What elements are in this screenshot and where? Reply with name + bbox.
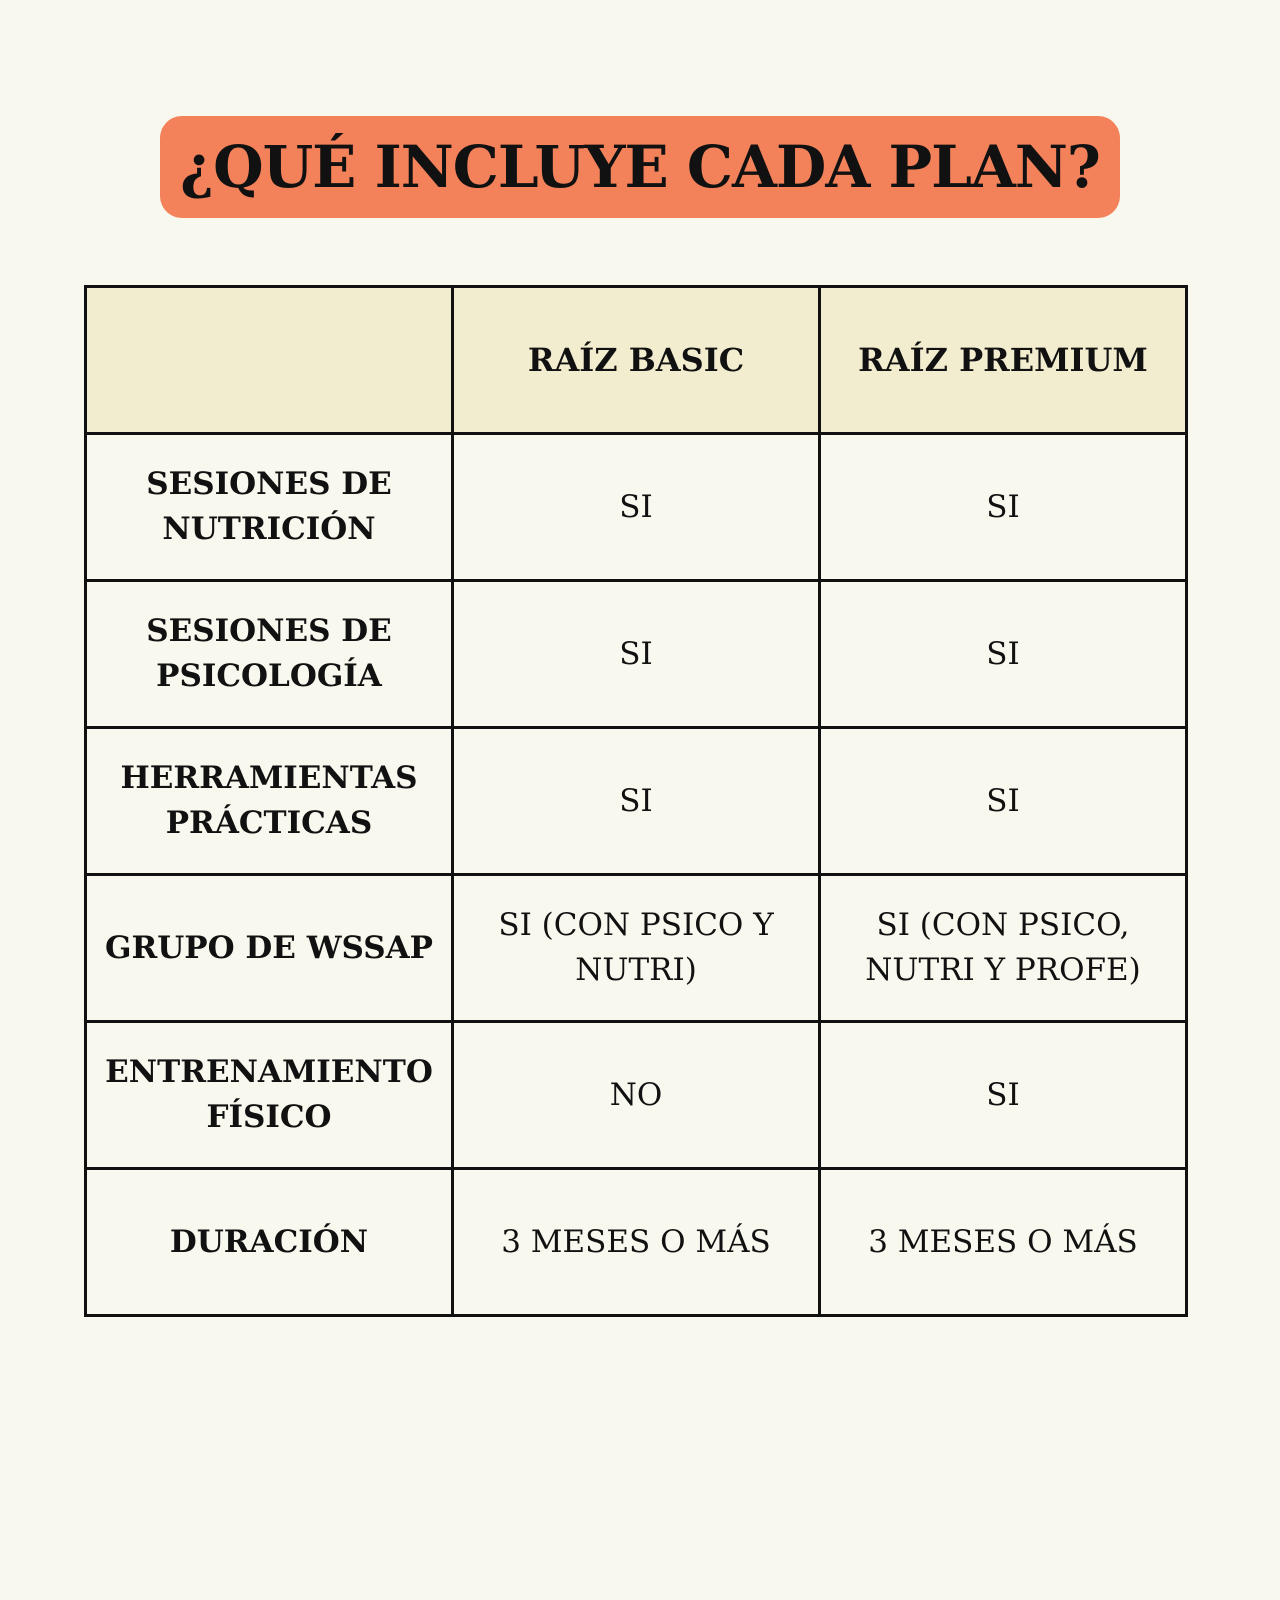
basic-value: SI — [453, 434, 820, 581]
basic-value: SI (CON PSICO Y NUTRI) — [453, 875, 820, 1022]
feature-label: GRUPO DE WSSAP — [86, 875, 453, 1022]
table-row — [86, 434, 1187, 581]
feature-label: ENTRENAMIENTO FÍSICO — [86, 1022, 453, 1169]
premium-value: SI — [820, 434, 1187, 581]
header-empty-cell — [86, 287, 453, 434]
feature-label: DURACIÓN — [86, 1169, 453, 1316]
page-title: ¿QUÉ INCLUYE CADA PLAN? — [180, 133, 1100, 201]
premium-value: SI — [820, 1022, 1187, 1169]
title-banner — [160, 116, 1120, 218]
plan-comparison-table — [84, 285, 1188, 1317]
premium-value: SI — [820, 581, 1187, 728]
basic-value: SI — [453, 728, 820, 875]
table-header-row — [86, 287, 1187, 434]
premium-value: SI — [820, 728, 1187, 875]
basic-value: SI — [453, 581, 820, 728]
header-raiz-basic: RAÍZ BASIC — [453, 287, 820, 434]
table-row — [86, 728, 1187, 875]
basic-value: NO — [453, 1022, 820, 1169]
table-row — [86, 581, 1187, 728]
premium-value: SI (CON PSICO, NUTRI Y PROFE) — [820, 875, 1187, 1022]
feature-label: SESIONES DE PSICOLOGÍA — [86, 581, 453, 728]
table-row — [86, 875, 1187, 1022]
basic-value: 3 MESES O MÁS — [453, 1169, 820, 1316]
table-row — [86, 1022, 1187, 1169]
feature-label: HERRAMIENTAS PRÁCTICAS — [86, 728, 453, 875]
header-raiz-premium: RAÍZ PREMIUM — [820, 287, 1187, 434]
premium-value: 3 MESES O MÁS — [820, 1169, 1187, 1316]
feature-label: SESIONES DE NUTRICIÓN — [86, 434, 453, 581]
table-row — [86, 1169, 1187, 1316]
